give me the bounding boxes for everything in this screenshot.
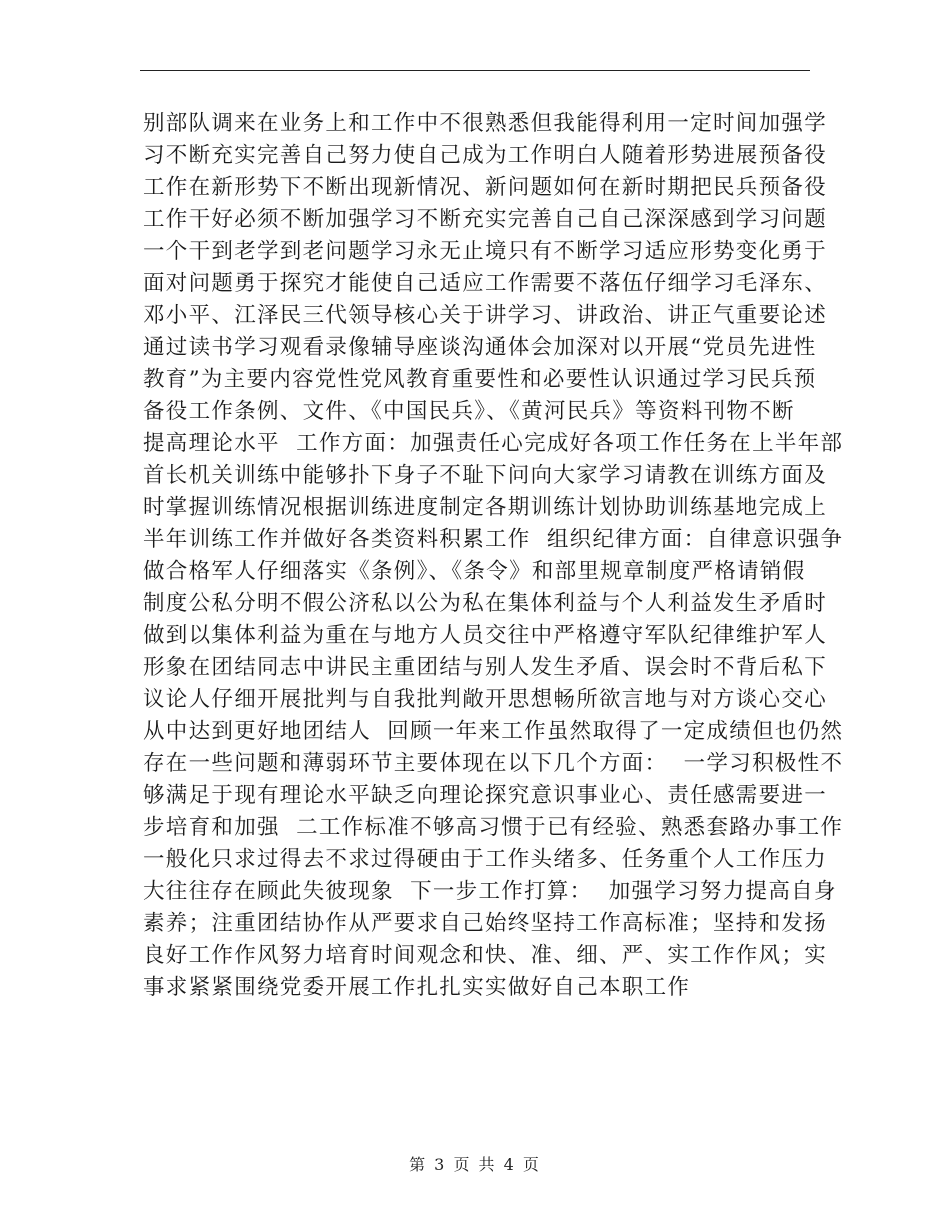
- text-line: 从中达到更好地团结人 回顾一年来工作虽然取得了一定成绩但也仍然: [143, 719, 844, 744]
- text-line: 事求紧紧围绕党委开展工作扎扎实实做好自己本职工作: [143, 975, 691, 1000]
- text-line: 习不断充实完善自己努力使自己成为工作明白人随着形势进展预备役: [143, 143, 828, 168]
- text-line: 提高理论水平 工作方面：加强责任心完成好各项工作任务在上半年部: [143, 431, 844, 456]
- text-line: 做到以集体利益为重在与地方人员交往中严格遵守军队纪律维护军人: [143, 623, 828, 648]
- text-line: 大往往存在顾此失彼现象 下一步工作打算： 加强学习努力提高自身: [143, 879, 837, 904]
- text-line: 良好工作作风努力培育时间观念和快、准、细、严、实工作作风；实: [143, 943, 828, 968]
- text-line: 教育”为主要内容党性党风教育重要性和必要性认识通过学习民兵预: [143, 367, 817, 392]
- text-line: 时掌握训练情况根据训练进度制定各期训练计划协助训练基地完成上: [143, 495, 828, 520]
- text-line: 面对问题勇于探究才能使自己适应工作需要不落伍仔细学习毛泽东、: [143, 271, 828, 296]
- page-number-footer: 第 3 页 共 4 页: [409, 1155, 541, 1174]
- text-line: 素养；注重团结协作从严要求自己始终坚持工作高标准；坚持和发扬: [143, 911, 828, 936]
- text-line: 一个干到老学到老问题学习永无止境只有不断学习适应形势变化勇于: [143, 239, 828, 264]
- text-line: 工作在新形势下不断出现新情况、新问题如何在新时期把民兵预备役: [143, 175, 828, 200]
- text-line: 工作干好必须不断加强学习不断充实完善自己自己深深感到学习问题: [143, 207, 828, 232]
- header-rule: [140, 70, 810, 71]
- text-line: 通过读书学习观看录像辅导座谈沟通体会加深对以开展“党员先进性: [143, 335, 817, 360]
- text-line: 议论人仔细开展批判与自我批判敞开思想畅所欲言地与对方谈心交心: [143, 687, 828, 712]
- text-line: 备役工作条例、文件、《中国民兵》、《黄河民兵》等资料刊物不断: [143, 399, 795, 424]
- text-line: 首长机关训练中能够扑下身子不耻下问向大家学习请教在训练方面及: [143, 463, 828, 488]
- text-line: 存在一些问题和薄弱环节主要体现在以下几个方面： 一学习积极性不: [143, 751, 844, 776]
- text-line: 一般化只求过得去不求过得硬由于工作头绪多、任务重个人工作压力: [143, 847, 828, 872]
- text-line: 步培育和加强 二工作标准不够高习惯于已有经验、熟悉套路办事工作: [143, 815, 844, 840]
- text-line: 做合格军人仔细落实《条例》、《条令》和部里规章制度严格请销假: [143, 559, 806, 584]
- text-line: 别部队调来在业务上和工作中不很熟悉但我能得利用一定时间加强学: [143, 111, 828, 136]
- text-line: 形象在团结同志中讲民主重团结与别人发生矛盾、误会时不背后私下: [143, 655, 828, 680]
- text-line: 够满足于现有理论水平缺乏向理论探究意识事业心、责任感需要进一: [143, 783, 828, 808]
- text-line: 邓小平、江泽民三代领导核心关于讲学习、讲政治、讲正气重要论述: [143, 303, 828, 328]
- text-line: 半年训练工作并做好各类资料积累工作 组织纪律方面：自律意识强争: [143, 527, 844, 552]
- document-body: [143, 108, 844, 1004]
- text-line: 制度公私分明不假公济私以公为私在集体利益与个人利益发生矛盾时: [143, 591, 828, 616]
